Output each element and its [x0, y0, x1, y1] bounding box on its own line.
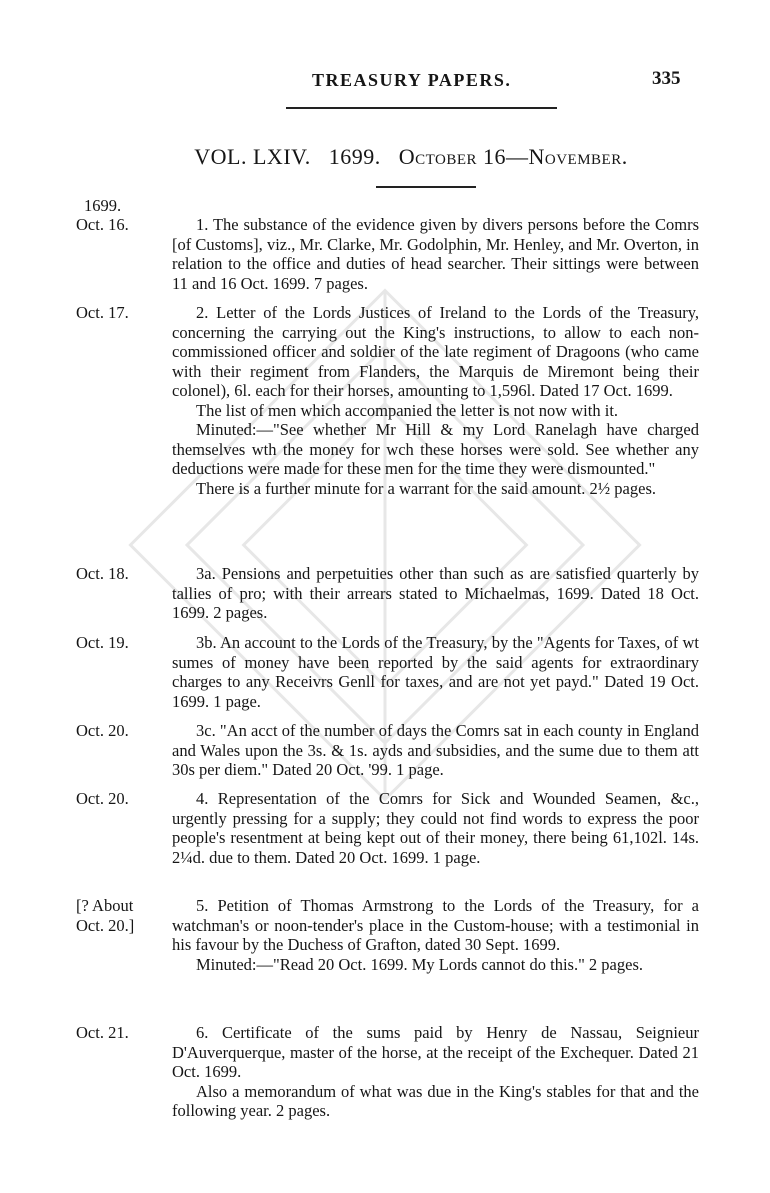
entry-paragraph: 2. Letter of the Lords Justices of Ireland to the Lords of the Treasury, concerning the carrying out the King's instructions, to allow to each non-commissioned officer and soldier of the late regiment of Dragoons (who came with their regiment from Flanders, the Marquis de Miremont being their colonel), 6l. each for their horses, amounting to 1,596l. Dated 17 Oct. 1699.	[172, 303, 699, 400]
entry-paragraph: The list of men which accompanied the letter is not now with it.	[196, 400, 619, 420]
entry-paragraph: 1. The substance of the evidence given by divers persons before the Comrs [of Customs], viz., Mr. Clarke, Mr. Godolphin, Mr. Henley, and Mr. Overton, in relation to the office and duties of head searcher. Their sittings were between 11 and 16 Oct. 1699. 7 pages.	[172, 215, 699, 293]
entry-date: Oct. 16.	[76, 215, 129, 234]
entry-body	[172, 564, 699, 623]
entry-paragraph: 4. Representation of the Comrs for Sick and Wounded Seamen, &c., urgently pressing for a supply; they could not find words to express the poor people's resentment at being kept out of their money, there being 61,102l. 14s. 2¼d. due to them. Dated 20 Oct. 1699. 1 page.	[172, 789, 699, 867]
entry-paragraph: There is a further minute for a warrant for the said amount. 2½ pages.	[196, 478, 657, 498]
year-label: 1699.	[84, 196, 122, 215]
entry-body	[172, 789, 699, 867]
entry-date: Oct. 19.	[76, 633, 129, 652]
entry-minute: Minuted:—"See whether Mr Hill & my Lord Ranelagh have charged themselves wth the money for wch these horses were sold. See whether any deductions were made for these men for the time they were dismounted."	[172, 420, 699, 478]
entry-paragraph: Also a memorandum of what was due in the King's stables for that and the following year. 2 pages.	[172, 1081, 699, 1120]
entry-paragraph: 3a. Pensions and perpetuities other than such as are satisfied quarterly by tallies of pro; with their arrears stated to Michaelmas, 1699. Dated 18 Oct. 1699. 2 pages.	[172, 564, 699, 622]
volume-number: VOL. LXIV.	[194, 144, 311, 169]
entry-paragraph: 3c. "An acct of the number of days the Comrs sat in each county in England and Wales upon the 3s. & 1s. ayds and subsidies, and the sume due to them att 30s per diem." Dated 20 Oct. '99. 1 page.	[172, 721, 699, 779]
volume-heading	[0, 144, 770, 170]
heading-rule	[376, 186, 476, 188]
header-rule	[286, 107, 557, 109]
entry-date: [? About Oct. 20.]	[76, 896, 135, 935]
running-head: TREASURY PAPERS.	[312, 70, 512, 90]
entry-body	[172, 721, 699, 780]
page-number: 335	[652, 68, 681, 89]
entry-paragraph: 3b. An account to the Lords of the Treasury, by the "Agents for Taxes, of wt sumes of money have been reported by the said agents for extraordinary charges to any Receivrs Genll for taxes, and are not yet payd." Dated 19 Oct. 1699. 1 page.	[172, 633, 699, 711]
entry-date: Oct. 20.	[76, 721, 129, 740]
entry-paragraph: 5. Petition of Thomas Armstrong to the Lords of the Treasury, for a watchman's or noon-tender's place in the Custom-house; with a testimonial in his favour by the Duchess of Grafton, dated 30 Sept. 1699.	[172, 896, 699, 954]
entry-date: Oct. 21.	[76, 1023, 129, 1042]
entry-body	[172, 215, 699, 293]
entry-body	[172, 303, 699, 498]
volume-year: 1699.	[328, 144, 381, 169]
entry-minute: Minuted:—"Read 20 Oct. 1699. My Lords cannot do this." 2 pages.	[196, 954, 643, 974]
entry-date: Oct. 17.	[76, 303, 129, 322]
entry-paragraph: 6. Certificate of the sums paid by Henry de Nassau, Seignieur D'Auverquerque, master of the horse, at the receipt of the Exchequer. Dated 21 Oct. 1699.	[172, 1023, 699, 1081]
page-header	[0, 62, 770, 92]
entry-body	[172, 1023, 699, 1121]
volume-date-range: October 16—November.	[398, 144, 628, 169]
entry-date: Oct. 18.	[76, 564, 129, 583]
entry-date: Oct. 20.	[76, 789, 129, 808]
entry-body	[172, 633, 699, 711]
entry-body	[172, 896, 699, 974]
